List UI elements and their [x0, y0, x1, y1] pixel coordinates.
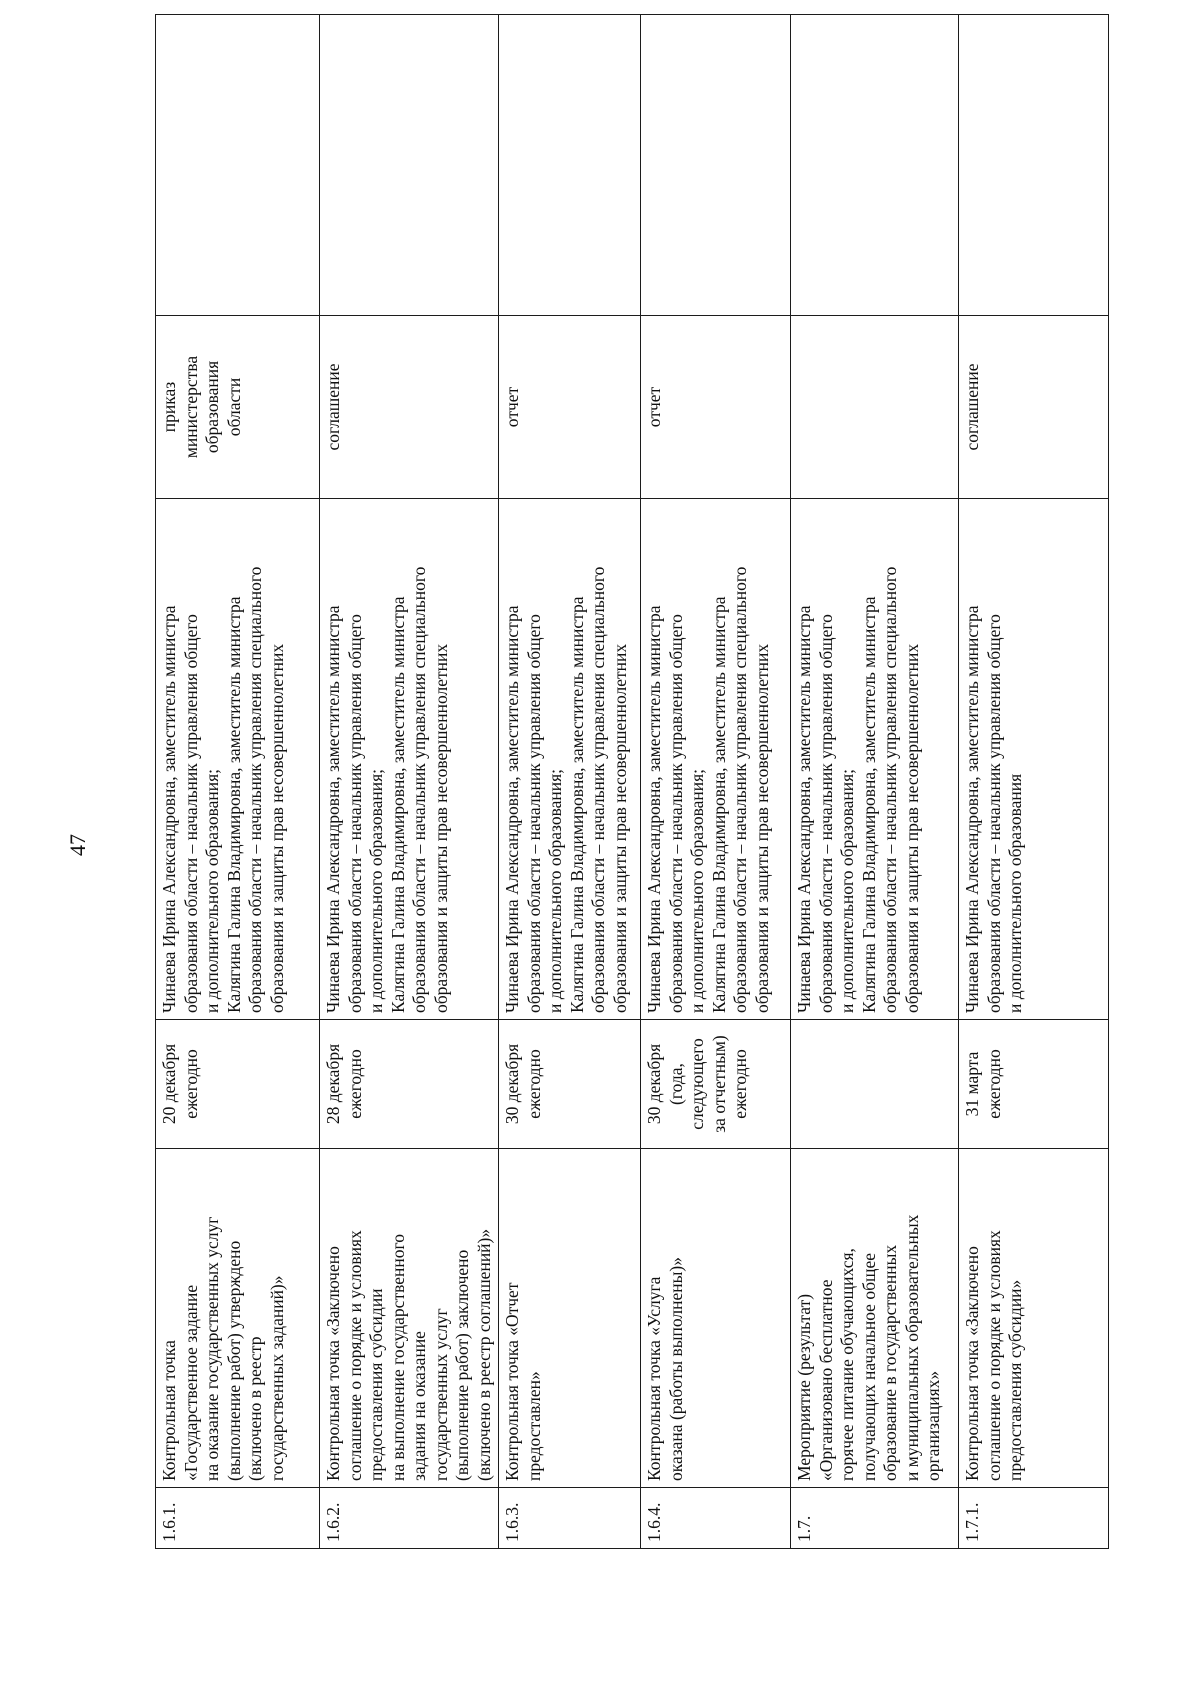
table-row	[320, 15, 499, 1549]
text-line: образование в государственных	[880, 1244, 900, 1481]
responsible-cell	[959, 499, 1109, 1020]
text-line: на оказание государственных услуг	[202, 1216, 222, 1481]
text-line: ежегодно	[523, 1049, 544, 1119]
event-name-cell	[320, 1149, 499, 1488]
text-line: отчет	[502, 386, 522, 428]
text-line: образования области – начальник управления специального	[409, 566, 429, 1013]
deadline-cell	[499, 1020, 641, 1149]
event-name-cell	[499, 1149, 641, 1488]
text-line: образования и защиты прав несовершеннолетних	[430, 643, 451, 1013]
text-line: и дополнительного образования;	[687, 768, 707, 1013]
text-line: «Организовано бесплатное	[815, 1279, 836, 1481]
text-line: соглашение	[323, 363, 343, 451]
text-line: образования области – начальник управления специального	[588, 566, 608, 1013]
text-line: образования области – начальник управления общего	[815, 614, 836, 1013]
responsible-cell	[641, 499, 791, 1020]
row-number-cell: 1.6.2.	[320, 1488, 499, 1549]
text-line: (выполнение работ) заключено	[452, 1249, 472, 1481]
text-line: 28 декабря	[323, 1043, 343, 1125]
row-number-cell: 1.7.	[791, 1488, 959, 1549]
text-line: соглашение о порядке и условиях	[983, 1230, 1004, 1481]
text-line: за отчетным)	[708, 1035, 729, 1133]
row-number-cell: 1.6.4.	[641, 1488, 791, 1549]
table-body	[156, 15, 1109, 1549]
text-line: области	[223, 377, 244, 437]
text-line: соглашение о порядке и условиях	[344, 1230, 365, 1481]
table-row	[959, 15, 1109, 1549]
text-line: образования	[202, 360, 222, 454]
text-line: Контрольная точка «Услуга	[644, 1276, 664, 1481]
text-line: организациях»	[923, 1370, 943, 1481]
event-name-cell	[156, 1149, 320, 1488]
table-row	[156, 15, 320, 1549]
text-line: Калягина Галина Владимировна, заместитель министра	[708, 596, 729, 1013]
text-line: и дополнительного образования	[1005, 773, 1025, 1013]
plan-table	[155, 14, 1109, 1549]
text-line: Чинаева Ирина Александровна, заместитель министра	[644, 605, 664, 1013]
text-line: оказана (работы выполнены)»	[665, 1257, 686, 1481]
text-line: Калягина Галина Владимировна, заместитель министра	[387, 596, 408, 1013]
text-line: 20 декабря	[159, 1043, 179, 1125]
text-line: (года,	[665, 1063, 686, 1105]
deadline-cell	[320, 1020, 499, 1149]
document-type-cell	[320, 316, 499, 499]
text-line: Мероприятие (результат)	[794, 1293, 814, 1481]
text-line: образования области – начальник управления общего	[665, 614, 686, 1013]
deadline-cell	[641, 1020, 791, 1149]
text-line: образования области – начальник управления специального	[880, 566, 900, 1013]
text-line: образования и защиты прав несовершеннолетних	[266, 643, 287, 1013]
deadline-cell	[959, 1020, 1109, 1149]
note-cell	[791, 15, 959, 316]
text-line: 30 декабря	[502, 1043, 522, 1125]
text-line: получающих начальное общее	[858, 1253, 879, 1481]
document-type-cell	[959, 316, 1109, 499]
text-line: предоставления субсидии	[366, 1288, 386, 1481]
deadline-cell	[791, 1020, 959, 1149]
event-name-cell	[959, 1149, 1109, 1488]
note-cell	[959, 15, 1109, 316]
table-row	[641, 15, 791, 1549]
text-line: образования области – начальник управления общего	[523, 614, 544, 1013]
text-line: Калягина Галина Владимировна, заместитель министра	[566, 596, 587, 1013]
text-line: предоставлен»	[523, 1371, 544, 1481]
text-line: Калягина Галина Владимировна, заместитель министра	[223, 596, 244, 1013]
text-line: образования и защиты прав несовершеннолетних	[751, 643, 772, 1013]
text-line: «Государственное задание	[180, 1284, 201, 1481]
text-line: Калягина Галина Владимировна, заместитель министра	[858, 596, 879, 1013]
text-line: министерства	[180, 355, 201, 459]
note-cell	[641, 15, 791, 316]
text-line: соглашение	[962, 363, 982, 451]
text-line: (включено в реестр соглашений)»	[473, 1228, 494, 1481]
text-line: Контрольная точка	[159, 1340, 179, 1481]
page-number: 47	[65, 834, 90, 856]
text-line: следующего	[687, 1038, 707, 1130]
text-line: 31 марта	[962, 1051, 982, 1117]
text-line: образования и защиты прав несовершеннолетних	[901, 643, 922, 1013]
text-line: задания на оказание	[409, 1331, 429, 1481]
text-line: государственных услуг	[430, 1308, 451, 1481]
text-line: и дополнительного образования;	[202, 768, 222, 1013]
text-line: ежегодно	[344, 1049, 365, 1119]
text-line: Чинаева Ирина Александровна, заместитель министра	[159, 605, 179, 1013]
responsible-cell	[791, 499, 959, 1020]
responsible-cell	[156, 499, 320, 1020]
text-line: образования области – начальник управления специального	[245, 566, 265, 1013]
text-line: образования области – начальник управления общего	[983, 614, 1004, 1013]
text-line: приказ	[159, 381, 179, 433]
text-line: горячее питание обучающихся,	[837, 1248, 857, 1481]
text-line: образования области – начальник управления общего	[180, 614, 201, 1013]
text-line: и дополнительного образования;	[366, 768, 386, 1013]
table-row	[499, 15, 641, 1549]
text-line: образования области – начальник управления специального	[730, 566, 750, 1013]
note-cell	[499, 15, 641, 316]
text-line: Чинаева Ирина Александровна, заместитель министра	[323, 605, 343, 1013]
responsible-cell	[499, 499, 641, 1020]
rotated-table-container	[155, 93, 1079, 1549]
text-line: ежегодно	[180, 1049, 201, 1119]
text-line: Контрольная точка «Заключено	[323, 1246, 343, 1481]
text-line: (включено в реестр	[245, 1336, 265, 1481]
document-type-cell	[791, 316, 959, 499]
text-line: отчет	[644, 386, 664, 428]
event-name-cell	[791, 1149, 959, 1488]
note-cell	[156, 15, 320, 316]
row-number-cell: 1.6.1.	[156, 1488, 320, 1549]
document-type-cell	[156, 316, 320, 499]
document-type-cell	[641, 316, 791, 499]
text-line: Контрольная точка «Отчет	[502, 1282, 522, 1481]
text-line: Чинаева Ирина Александровна, заместитель министра	[794, 605, 814, 1013]
row-number-cell: 1.6.3.	[499, 1488, 641, 1549]
text-line: ежегодно	[983, 1049, 1004, 1119]
text-line: государственных заданий)»	[266, 1275, 287, 1481]
text-line: Контрольная точка «Заключено	[962, 1246, 982, 1481]
event-name-cell	[641, 1149, 791, 1488]
text-line: (выполнение работ) утверждено	[223, 1240, 244, 1481]
row-number-cell: 1.7.1.	[959, 1488, 1109, 1549]
text-line: Чинаева Ирина Александровна, заместитель министра	[502, 605, 522, 1013]
table-row	[791, 15, 959, 1549]
text-line: и дополнительного образования;	[545, 768, 565, 1013]
deadline-cell	[156, 1020, 320, 1149]
responsible-cell	[320, 499, 499, 1020]
text-line: и дополнительного образования;	[837, 768, 857, 1013]
text-line: на выполнение государственного	[387, 1234, 408, 1481]
text-line: ежегодно	[730, 1049, 750, 1119]
document-type-cell	[499, 316, 641, 499]
note-cell	[320, 15, 499, 316]
text-line: и муниципальных образовательных	[901, 1214, 922, 1481]
text-line: образования и защиты прав несовершеннолетних	[609, 643, 630, 1013]
text-line: Чинаева Ирина Александровна, заместитель министра	[962, 605, 982, 1013]
text-line: предоставления субсидии»	[1005, 1279, 1025, 1481]
text-line: образования области – начальник управления общего	[344, 614, 365, 1013]
text-line: 30 декабря	[644, 1043, 664, 1125]
